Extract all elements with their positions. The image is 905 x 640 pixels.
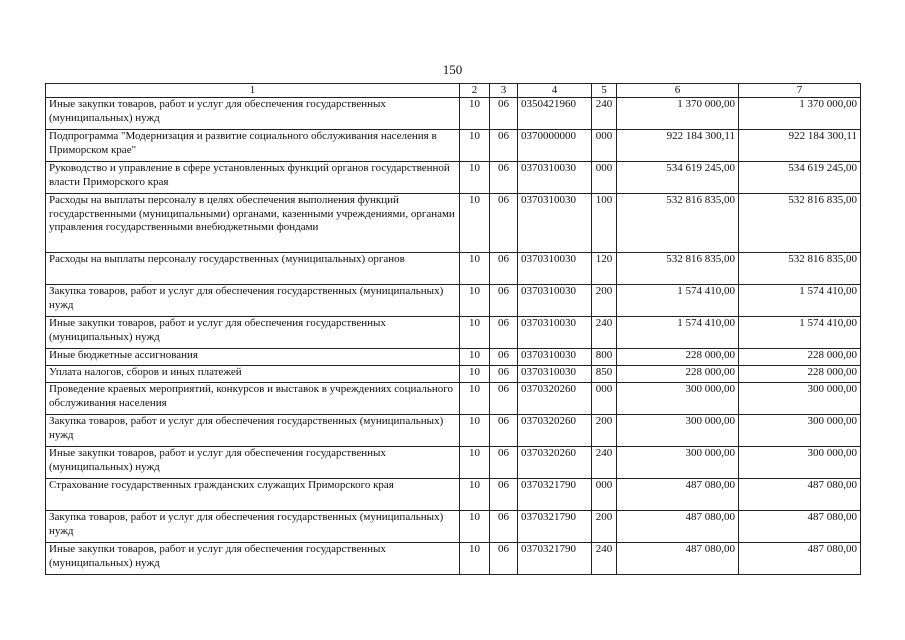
row-section: 10 <box>460 285 490 317</box>
row-subsection: 06 <box>490 194 518 253</box>
row-amount-1: 532 816 835,00 <box>617 194 739 253</box>
table-row <box>46 383 861 415</box>
row-expense-type: 000 <box>592 383 617 415</box>
row-section: 10 <box>460 415 490 447</box>
row-section: 10 <box>460 447 490 479</box>
table-row <box>46 130 861 162</box>
table-row <box>46 162 861 194</box>
row-subsection: 06 <box>490 162 518 194</box>
table-row <box>46 543 861 575</box>
row-expense-type: 100 <box>592 194 617 253</box>
row-amount-2: 532 816 835,00 <box>739 194 861 253</box>
column-header: 5 <box>592 84 617 98</box>
column-header: 2 <box>460 84 490 98</box>
row-section: 10 <box>460 253 490 285</box>
row-section: 10 <box>460 366 490 383</box>
table-row <box>46 447 861 479</box>
row-subsection: 06 <box>490 285 518 317</box>
row-expense-type: 800 <box>592 349 617 366</box>
row-subsection: 06 <box>490 415 518 447</box>
row-subsection: 06 <box>490 130 518 162</box>
table-row <box>46 479 861 511</box>
row-amount-1: 487 080,00 <box>617 543 739 575</box>
table-row <box>46 366 861 383</box>
row-amount-1: 300 000,00 <box>617 415 739 447</box>
column-header: 6 <box>617 84 739 98</box>
row-target-code: 0370310030 <box>518 349 592 366</box>
table-row <box>46 317 861 349</box>
row-amount-2: 487 080,00 <box>739 543 861 575</box>
row-name: Подпрограмма "Модернизация и развитие социального обслуживания населения в Приморском крае" <box>46 130 460 162</box>
row-amount-1: 487 080,00 <box>617 511 739 543</box>
row-amount-2: 487 080,00 <box>739 511 861 543</box>
header-row <box>46 84 861 98</box>
row-target-code: 0370310030 <box>518 317 592 349</box>
table-row <box>46 415 861 447</box>
row-subsection: 06 <box>490 98 518 130</box>
row-target-code: 0370321790 <box>518 479 592 511</box>
row-section: 10 <box>460 479 490 511</box>
row-section: 10 <box>460 383 490 415</box>
row-target-code: 0370310030 <box>518 285 592 317</box>
row-expense-type: 240 <box>592 98 617 130</box>
row-amount-2: 1 370 000,00 <box>739 98 861 130</box>
row-target-code: 0370320260 <box>518 383 592 415</box>
row-target-code: 0370000000 <box>518 130 592 162</box>
row-subsection: 06 <box>490 253 518 285</box>
row-amount-2: 300 000,00 <box>739 415 861 447</box>
row-amount-1: 300 000,00 <box>617 447 739 479</box>
row-name: Иные закупки товаров, работ и услуг для обеспечения государственных (муниципальных) нужд <box>46 543 460 575</box>
table-row <box>46 194 861 253</box>
row-amount-2: 532 816 835,00 <box>739 253 861 285</box>
row-target-code: 0370310030 <box>518 194 592 253</box>
row-expense-type: 000 <box>592 479 617 511</box>
row-amount-1: 922 184 300,11 <box>617 130 739 162</box>
row-expense-type: 120 <box>592 253 617 285</box>
row-expense-type: 000 <box>592 162 617 194</box>
row-target-code: 0370310030 <box>518 253 592 285</box>
row-subsection: 06 <box>490 317 518 349</box>
row-name: Уплата налогов, сборов и иных платежей <box>46 366 460 383</box>
row-name: Закупка товаров, работ и услуг для обеспечения государственных (муниципальных) нужд <box>46 511 460 543</box>
row-expense-type: 850 <box>592 366 617 383</box>
table-row <box>46 511 861 543</box>
row-amount-2: 1 574 410,00 <box>739 317 861 349</box>
table-row <box>46 253 861 285</box>
row-amount-1: 1 574 410,00 <box>617 285 739 317</box>
row-amount-2: 487 080,00 <box>739 479 861 511</box>
row-name: Иные закупки товаров, работ и услуг для обеспечения государственных (муниципальных) нужд <box>46 447 460 479</box>
row-target-code: 0370321790 <box>518 511 592 543</box>
row-subsection: 06 <box>490 479 518 511</box>
row-name: Руководство и управление в сфере установленных функций органов государственной власти Приморского края <box>46 162 460 194</box>
row-amount-1: 1 370 000,00 <box>617 98 739 130</box>
row-section: 10 <box>460 98 490 130</box>
row-subsection: 06 <box>490 511 518 543</box>
row-name: Иные закупки товаров, работ и услуг для обеспечения государственных (муниципальных) нужд <box>46 317 460 349</box>
row-section: 10 <box>460 349 490 366</box>
row-subsection: 06 <box>490 366 518 383</box>
column-header: 4 <box>518 84 592 98</box>
row-amount-2: 228 000,00 <box>739 349 861 366</box>
column-header: 3 <box>490 84 518 98</box>
row-amount-1: 1 574 410,00 <box>617 317 739 349</box>
row-target-code: 0370310030 <box>518 366 592 383</box>
row-amount-2: 922 184 300,11 <box>739 130 861 162</box>
row-section: 10 <box>460 543 490 575</box>
row-amount-2: 534 619 245,00 <box>739 162 861 194</box>
row-subsection: 06 <box>490 383 518 415</box>
row-amount-2: 228 000,00 <box>739 366 861 383</box>
budget-table <box>45 83 861 575</box>
row-target-code: 0370320260 <box>518 415 592 447</box>
row-section: 10 <box>460 511 490 543</box>
row-amount-1: 228 000,00 <box>617 366 739 383</box>
row-amount-2: 300 000,00 <box>739 447 861 479</box>
row-expense-type: 000 <box>592 130 617 162</box>
row-expense-type: 200 <box>592 511 617 543</box>
row-name: Иные закупки товаров, работ и услуг для обеспечения государственных (муниципальных) нужд <box>46 98 460 130</box>
row-name: Закупка товаров, работ и услуг для обеспечения государственных (муниципальных) нужд <box>46 415 460 447</box>
row-name: Иные бюджетные ассигнования <box>46 349 460 366</box>
row-name: Расходы на выплаты персоналу государственных (муниципальных) органов <box>46 253 460 285</box>
row-expense-type: 240 <box>592 317 617 349</box>
row-target-code: 0350421960 <box>518 98 592 130</box>
row-target-code: 0370310030 <box>518 162 592 194</box>
row-amount-1: 228 000,00 <box>617 349 739 366</box>
row-section: 10 <box>460 194 490 253</box>
row-amount-1: 300 000,00 <box>617 383 739 415</box>
table-row <box>46 285 861 317</box>
row-expense-type: 240 <box>592 447 617 479</box>
page-number: 150 <box>442 62 463 77</box>
row-target-code: 0370320260 <box>518 447 592 479</box>
row-name: Закупка товаров, работ и услуг для обеспечения государственных (муниципальных) нужд <box>46 285 460 317</box>
column-header: 7 <box>739 84 861 98</box>
row-subsection: 06 <box>490 447 518 479</box>
row-section: 10 <box>460 162 490 194</box>
row-expense-type: 200 <box>592 285 617 317</box>
table-row <box>46 349 861 366</box>
row-amount-1: 487 080,00 <box>617 479 739 511</box>
row-subsection: 06 <box>490 543 518 575</box>
column-header: 1 <box>46 84 460 98</box>
row-target-code: 0370321790 <box>518 543 592 575</box>
table-row <box>46 98 861 130</box>
row-amount-2: 300 000,00 <box>739 383 861 415</box>
row-expense-type: 200 <box>592 415 617 447</box>
row-amount-1: 532 816 835,00 <box>617 253 739 285</box>
row-amount-2: 1 574 410,00 <box>739 285 861 317</box>
row-name: Проведение краевых мероприятий, конкурсов и выставок в учреждениях социального обслуживания населения <box>46 383 460 415</box>
row-name: Расходы на выплаты персоналу в целях обеспечения выполнения функций государственными (муниципальными) органами, казенными учреждениями, органами управления государственными внебюджетными фондами <box>46 194 460 253</box>
row-expense-type: 240 <box>592 543 617 575</box>
row-section: 10 <box>460 130 490 162</box>
row-amount-1: 534 619 245,00 <box>617 162 739 194</box>
row-name: Страхование государственных гражданских служащих Приморского края <box>46 479 460 511</box>
row-section: 10 <box>460 317 490 349</box>
row-subsection: 06 <box>490 349 518 366</box>
